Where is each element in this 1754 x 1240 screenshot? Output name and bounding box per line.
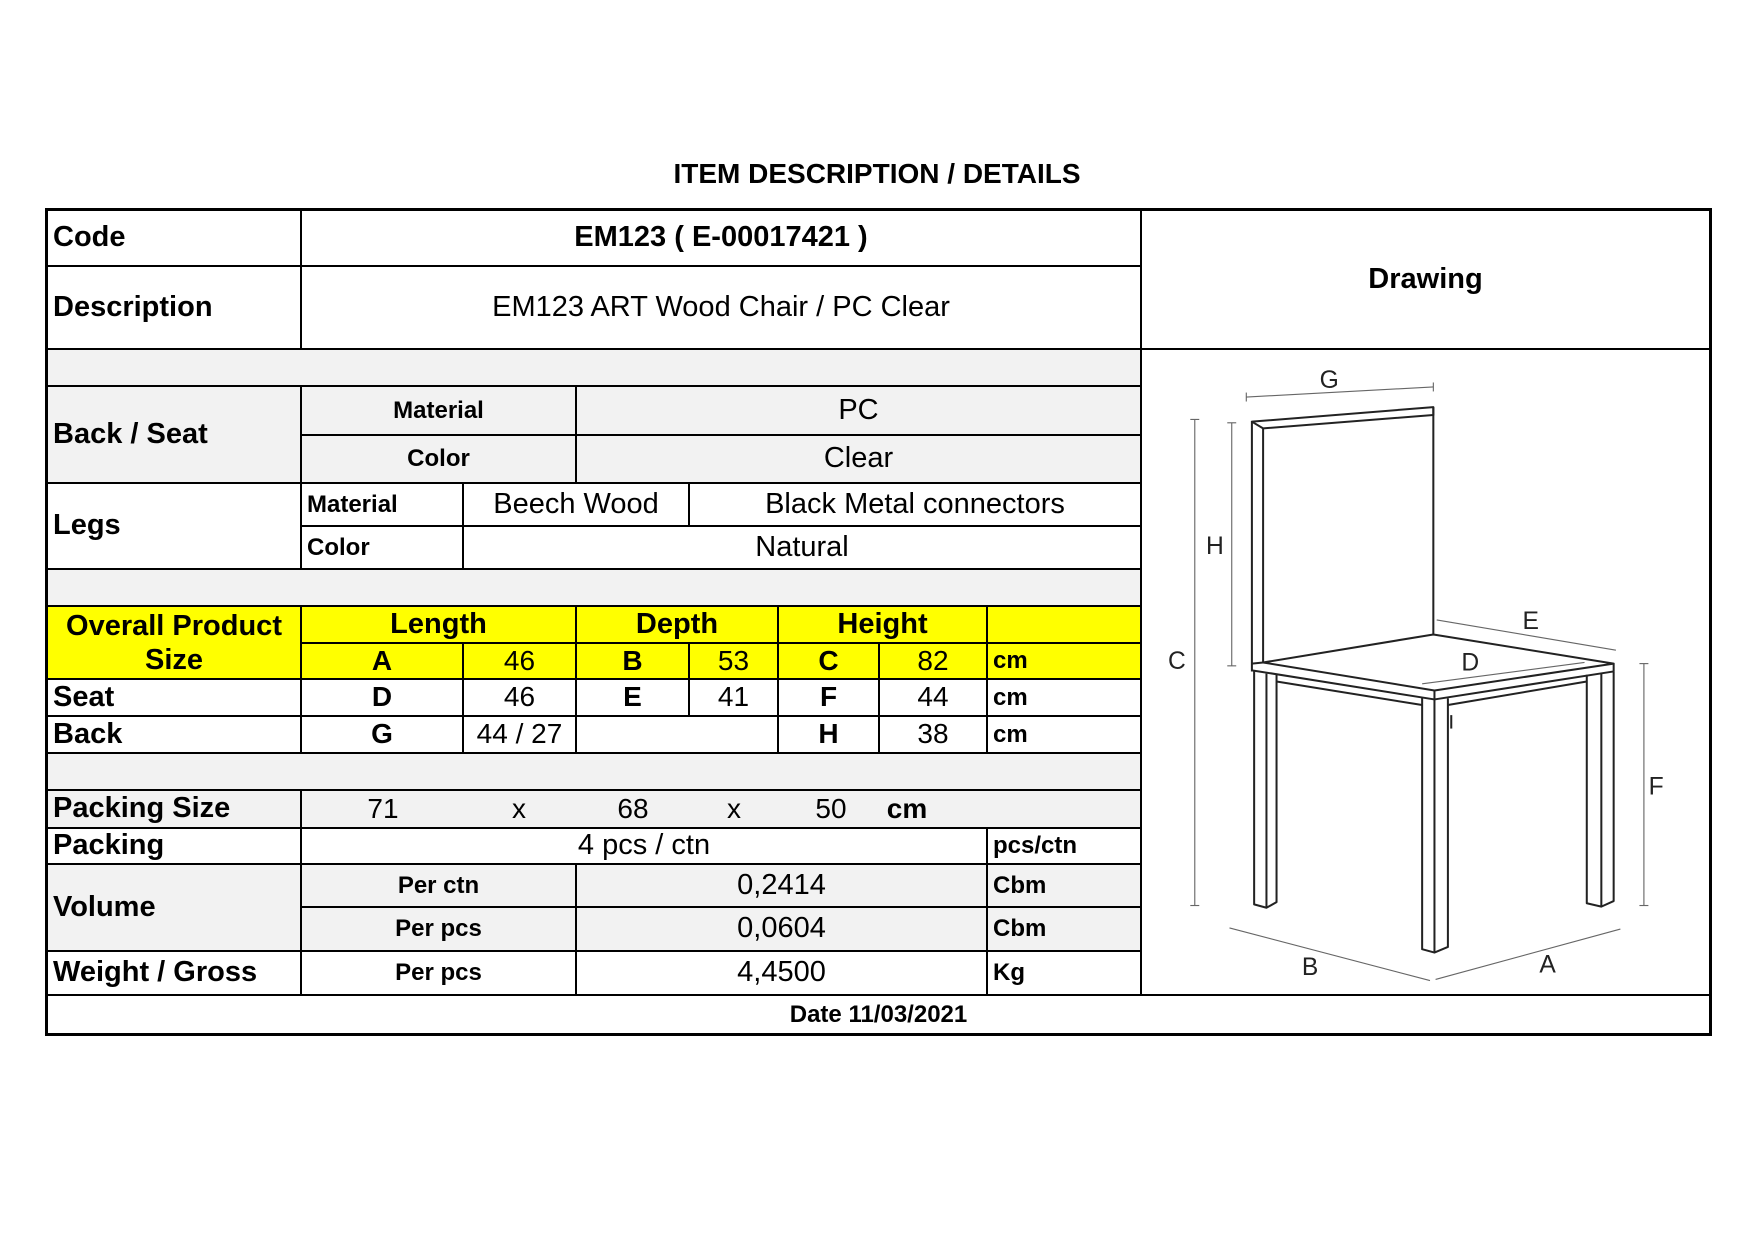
dimension-value: 38 [879,716,987,753]
chair-seat-corner-edge [1252,662,1263,663]
packing-size-label: Packing Size [47,790,301,828]
volume-per-pcs-value: 0,0604 [576,907,987,951]
back-seat-color-value: Clear [576,435,1141,483]
dimension-line-b [1230,928,1430,981]
back-seat-material-value: PC [576,386,1141,435]
blank-cell [576,716,778,753]
dimension-label-g: G [1319,367,1339,395]
weight-unit: Kg [987,951,1141,995]
dimension-key: E [576,679,689,716]
spacer-row [47,349,1141,386]
packing-unit: cm [886,792,928,824]
description-label: Description [47,266,301,349]
back-seat-material-label: Material [301,386,576,435]
dimension-lines [1190,382,1648,980]
dimension-key: B [576,643,689,679]
legs-color-label: Color [301,526,463,569]
legs-material-value: Beech Wood [463,483,689,526]
dimension-label-c: C [1167,648,1186,676]
code-value: EM123 ( E-00017421 ) [301,210,1141,266]
page-title: ITEM DESCRIPTION / DETAILS [673,158,1081,189]
volume-label: Volume [47,864,301,951]
dimension-value: 46 [463,643,576,679]
date-footer: Date 11/03/2021 [47,995,1710,1034]
dimension-value: 41 [689,679,778,716]
overall-size-label: Overall Product Size [47,606,301,679]
back-seat-label: Back / Seat [47,386,301,483]
legs-connectors-value: Black Metal connectors [689,483,1141,526]
weight-value: 4,4500 [576,951,987,995]
dimension-value: 44 [879,679,987,716]
length-header: Length [301,606,576,643]
dimension-value: 44 / 27 [463,716,576,753]
dimension-label-b: B [1301,953,1319,981]
depth-header: Depth [576,606,778,643]
legs-color-value: Natural [463,526,1141,569]
dimension-label-f: F [1648,773,1664,801]
chair-front-right-leg [1587,671,1614,906]
packing-size-values [301,790,1141,828]
chair-drawing [1142,350,1709,994]
packing-height: 50 [815,792,847,824]
dimension-value: 53 [689,643,778,679]
unit-header-blank [987,606,1141,643]
dimension-key: F [778,679,879,716]
dimension-line-a [1436,929,1621,979]
volume-per-ctn-unit: Cbm [987,864,1141,907]
volume-per-pcs-label: Per pcs [301,907,576,951]
packing-width: 68 [617,792,649,824]
dimension-label-h: H [1206,532,1224,560]
dimension-value: 82 [879,643,987,679]
dimension-label-a: A [1539,951,1556,979]
times-sign: x [512,792,526,824]
unit-label: cm [987,716,1141,753]
weight-per-pcs-label: Per pcs [301,951,576,995]
spacer-row [47,569,1141,606]
spacer-row [47,753,1141,790]
dimension-key: H [778,716,879,753]
times-sign: x [727,792,741,824]
unit-label: cm [987,679,1141,716]
volume-per-ctn-label: Per ctn [301,864,576,907]
dimension-key: D [301,679,463,716]
description-value: EM123 ART Wood Chair / PC Clear [301,266,1141,349]
dimension-key: A [301,643,463,679]
chair-seat-front-edge [1252,670,1614,699]
dimension-line-g [1246,387,1433,397]
drawing-panel [1141,349,1710,995]
chair-back-top-rail [1252,407,1433,428]
code-label: Code [47,210,301,266]
dimension-label-d: D [1461,649,1480,677]
height-header: Height [778,606,987,643]
seat-size-label: Seat [47,679,301,716]
volume-per-pcs-unit: Cbm [987,907,1141,951]
drawing-header: Drawing [1141,210,1710,349]
packing-value: 4 pcs / ctn [301,828,987,864]
legs-label: Legs [47,483,301,569]
weight-label: Weight / Gross [47,951,301,995]
chair-outline [1252,407,1614,952]
dimension-key: C [778,643,879,679]
packing-unit-label: pcs/ctn [987,828,1141,864]
chair-back-left-leg [1254,671,1276,907]
volume-per-ctn-value: 0,2414 [576,864,987,907]
packing-length: 71 [367,792,399,824]
back-size-label: Back [47,716,301,753]
dimension-key: G [301,716,463,753]
dimension-value: 46 [463,679,576,716]
unit-label: cm [987,643,1141,679]
back-seat-color-label: Color [301,435,576,483]
legs-material-label: Material [301,483,463,526]
dimension-label-e: E [1522,607,1539,635]
packing-label: Packing [47,828,301,864]
